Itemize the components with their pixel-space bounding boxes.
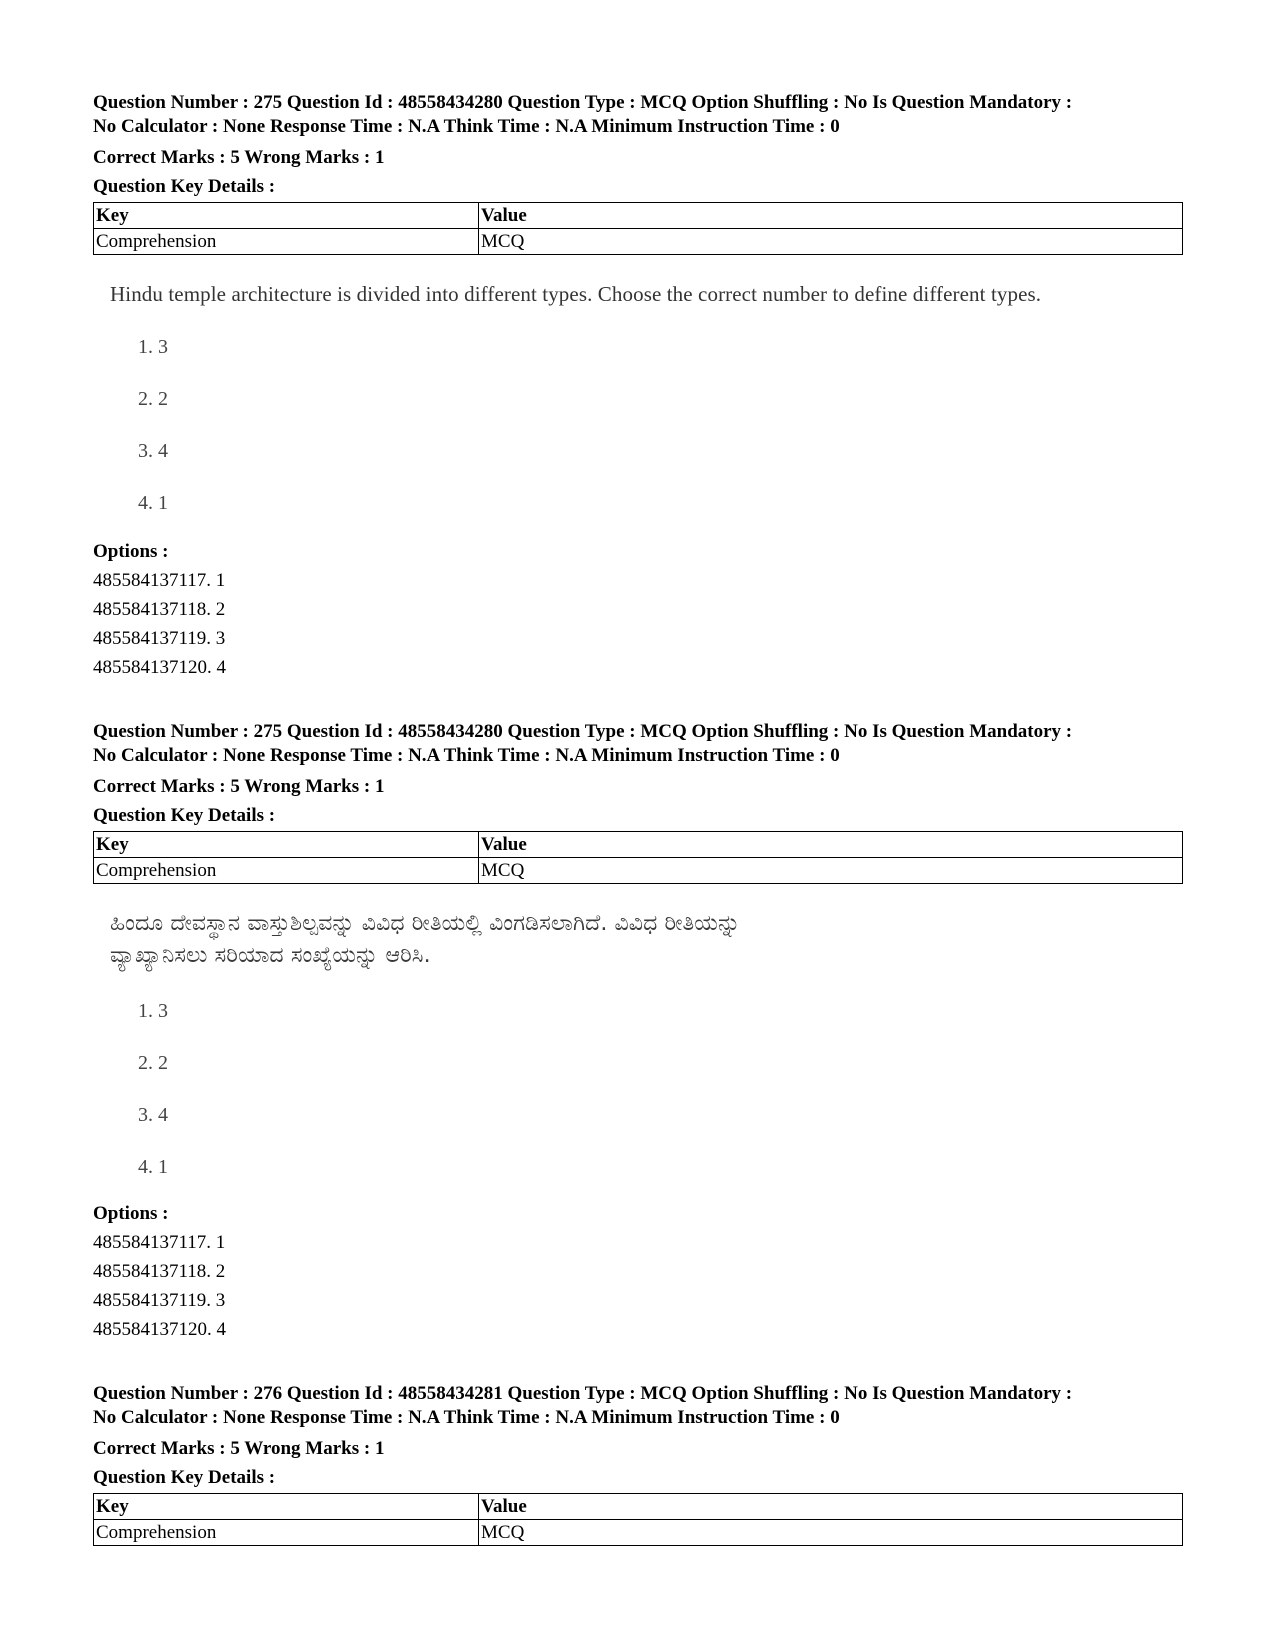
table-header-value: Value [479,832,1183,858]
choice-2: 2. 2 [138,1052,168,1074]
question-text-image-kannada [93,908,1185,972]
key-details-label: Question Key Details : [93,1467,276,1488]
option-item: 485584137119. 3 [93,1290,226,1311]
option-item: 485584137117. 1 [93,1232,226,1253]
marks-line: Correct Marks : 5 Wrong Marks : 1 [93,776,385,797]
question-header-3 [93,1382,1185,1546]
choice-1: 1. 3 [138,336,168,358]
question-text-image [93,278,1185,310]
table-cell-key: Comprehension [94,858,479,884]
option-item: 485584137118. 2 [93,1261,226,1282]
option-item: 485584137120. 4 [93,1319,226,1340]
choice-2: 2. 2 [138,388,168,410]
options-list [93,537,226,682]
table-header-key: Key [94,203,479,229]
marks-line: Correct Marks : 5 Wrong Marks : 1 [93,1438,385,1459]
choice-3: 3. 4 [138,440,168,462]
options-list [93,1199,226,1344]
options-label: Options : [93,541,169,562]
option-item: 485584137120. 4 [93,657,226,678]
question-meta-line1: Question Number : 275 Question Id : 48558434280 Question Type : MCQ Option Shuffling : No Is Question Mandatory : [93,721,1073,742]
question-meta-line1: Question Number : 275 Question Id : 48558434280 Question Type : MCQ Option Shuffling : No Is Question Mandatory : [93,92,1073,113]
table-cell-value: MCQ [479,858,1183,884]
table-row [94,229,1183,255]
table-header-row [94,832,1183,858]
question-header-1 [93,91,1185,255]
table-header-key: Key [94,832,479,858]
option-item: 485584137118. 2 [93,599,226,620]
options-label: Options : [93,1203,169,1224]
question-text-line1: ಹಿಂದೂ ದೇವಸ್ಥಾನ ವಾಸ್ತುಶಿಲ್ಪವನ್ನು ವಿವಿಧ ರೀತಿಯಲ್ಲಿ ವಿಂಗಡಿಸಲಾಗಿದೆ. ವಿವಿಧ ರೀತಿಯನ್ನು [110,911,741,936]
choice-3: 3. 4 [138,1104,168,1126]
table-row [94,858,1183,884]
question-meta-line1: Question Number : 276 Question Id : 48558434281 Question Type : MCQ Option Shuffling : No Is Question Mandatory : [93,1383,1073,1404]
key-details-table [93,202,1183,255]
table-header-key: Key [94,1494,479,1520]
question-meta-line2: No Calculator : None Response Time : N.A Think Time : N.A Minimum Instruction Time : 0 [93,1407,840,1428]
question-text: Hindu temple architecture is divided into different types. Choose the correct number to define different types. [110,282,1042,306]
table-cell-key: Comprehension [94,1520,479,1546]
table-header-row [94,203,1183,229]
key-details-table [93,1493,1183,1546]
table-cell-value: MCQ [479,229,1183,255]
question-meta-line2: No Calculator : None Response Time : N.A Think Time : N.A Minimum Instruction Time : 0 [93,116,840,137]
key-details-label: Question Key Details : [93,805,276,826]
option-item: 485584137119. 3 [93,628,226,649]
table-row [94,1520,1183,1546]
question-meta-line2: No Calculator : None Response Time : N.A Think Time : N.A Minimum Instruction Time : 0 [93,745,840,766]
choice-1: 1. 3 [138,1000,168,1022]
choice-4: 4. 1 [138,1156,168,1178]
question-text-line2: ವ್ಯಾಖ್ಯಾನಿಸಲು ಸರಿಯಾದ ಸಂಖ್ಯೆಯನ್ನು ಆರಿಸಿ. [110,943,431,968]
key-details-label: Question Key Details : [93,176,276,197]
table-header-value: Value [479,203,1183,229]
option-item: 485584137117. 1 [93,570,226,591]
table-header-value: Value [479,1494,1183,1520]
table-header-row [94,1494,1183,1520]
table-cell-key: Comprehension [94,229,479,255]
marks-line: Correct Marks : 5 Wrong Marks : 1 [93,147,385,168]
choice-4: 4. 1 [138,492,168,514]
question-header-2 [93,720,1185,884]
table-cell-value: MCQ [479,1520,1183,1546]
key-details-table [93,831,1183,884]
